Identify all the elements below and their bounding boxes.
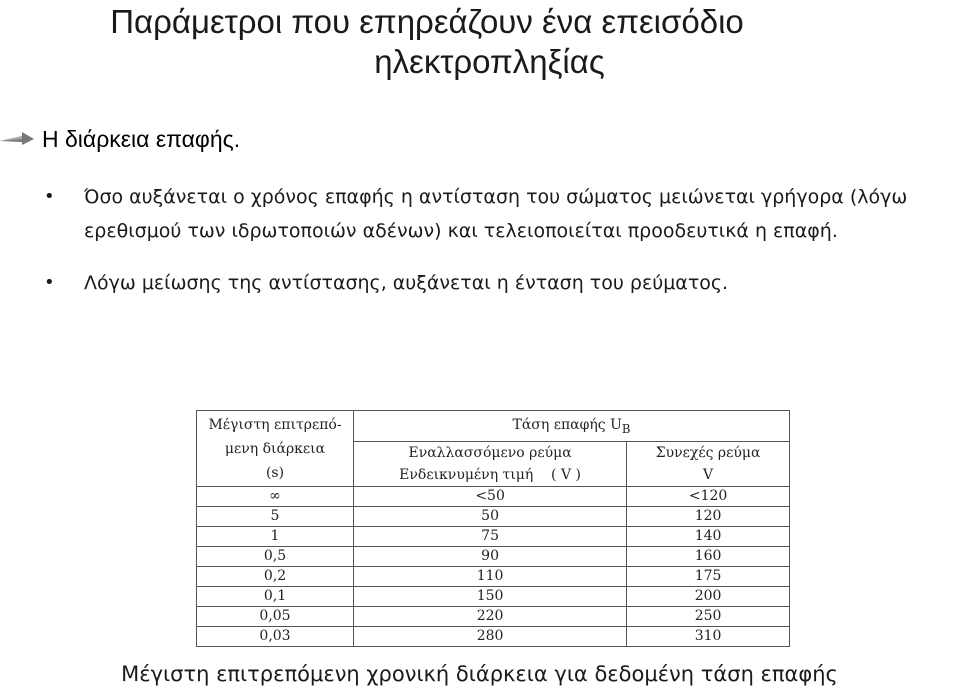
bullet-list	[44, 180, 949, 300]
bullet-text: Λόγω μείωσης της αντίστασης, αυξάνεται η ένταση του ρεύματος.	[84, 272, 729, 294]
contact-voltage-table	[196, 410, 790, 647]
ac-header-line: Εναλλασσόμενο ρεύμα	[408, 445, 572, 461]
bullet-dot: •	[44, 272, 55, 293]
table-cell: 0,03	[197, 627, 354, 647]
dc-header-line: Συνεχές ρεύμα	[655, 445, 761, 461]
bullet-dot: •	[44, 186, 55, 207]
table-cell: 150	[354, 587, 627, 607]
table-cell: ∞	[197, 487, 354, 507]
table-cell: 310	[627, 627, 790, 647]
table-cell: <120	[627, 487, 790, 507]
duration-header-line: μενη διάρκεια	[224, 440, 326, 457]
voltage-header	[354, 411, 790, 442]
bullet-text: Όσο αυξάνεται ο χρόνος επαφής η αντίσταση του σώματος μειώνεται γρήγορα (λόγω ερεθισμού των ιδρωτοποιών αδένων) και τελειοποιείται προοδευτικά η επαφή.	[84, 186, 908, 242]
table-cell: 90	[354, 547, 627, 567]
title-line-1: Παράμετροι που επηρεάζουν ένα επεισόδιο	[110, 3, 744, 40]
table-cell: 175	[627, 567, 790, 587]
table-cell: 0,1	[197, 587, 354, 607]
ac-header	[354, 442, 627, 487]
table-cell: 280	[354, 627, 627, 647]
duration-header-line: Μέγιστη επιτρεπό-	[208, 416, 342, 433]
subheading-text: Η διάρκεια επαφής.	[42, 125, 241, 152]
table-cell: 0,2	[197, 567, 354, 587]
table-cell: 250	[627, 607, 790, 627]
table-cell: 75	[354, 527, 627, 547]
ac-header-line: Ενδεικνυμένη τιμή ( V )	[399, 467, 581, 483]
table-cell: 160	[627, 547, 790, 567]
table-cell: 110	[354, 567, 627, 587]
table-cell: 140	[627, 527, 790, 547]
table-cell: <50	[354, 487, 627, 507]
list-item	[44, 180, 949, 248]
arrow-icon	[0, 131, 34, 147]
table-cell: 200	[627, 587, 790, 607]
table-cell: 1	[197, 527, 354, 547]
subheading	[0, 125, 240, 153]
title-line-2: ηλεκτροπληξίας	[374, 43, 605, 80]
voltage-header-subscript: B	[621, 421, 631, 436]
list-item	[44, 266, 949, 300]
duration-header-line: (s)	[265, 464, 285, 481]
table-cell: 0,05	[197, 607, 354, 627]
table-cell: 0,5	[197, 547, 354, 567]
duration-header	[197, 411, 354, 487]
table-cell: 5	[197, 507, 354, 527]
table-caption: Μέγιστη επιτρεπόμενη χρονική διάρκεια για δεδομένη τάση επαφής	[121, 662, 838, 686]
dc-header	[627, 442, 790, 487]
table-cell: 220	[354, 607, 627, 627]
table-cell: 50	[354, 507, 627, 527]
table-cell: 120	[627, 507, 790, 527]
page-title	[0, 2, 959, 82]
voltage-header-text: Τάση επαφής U	[512, 416, 622, 433]
dc-header-line: V	[703, 467, 714, 483]
